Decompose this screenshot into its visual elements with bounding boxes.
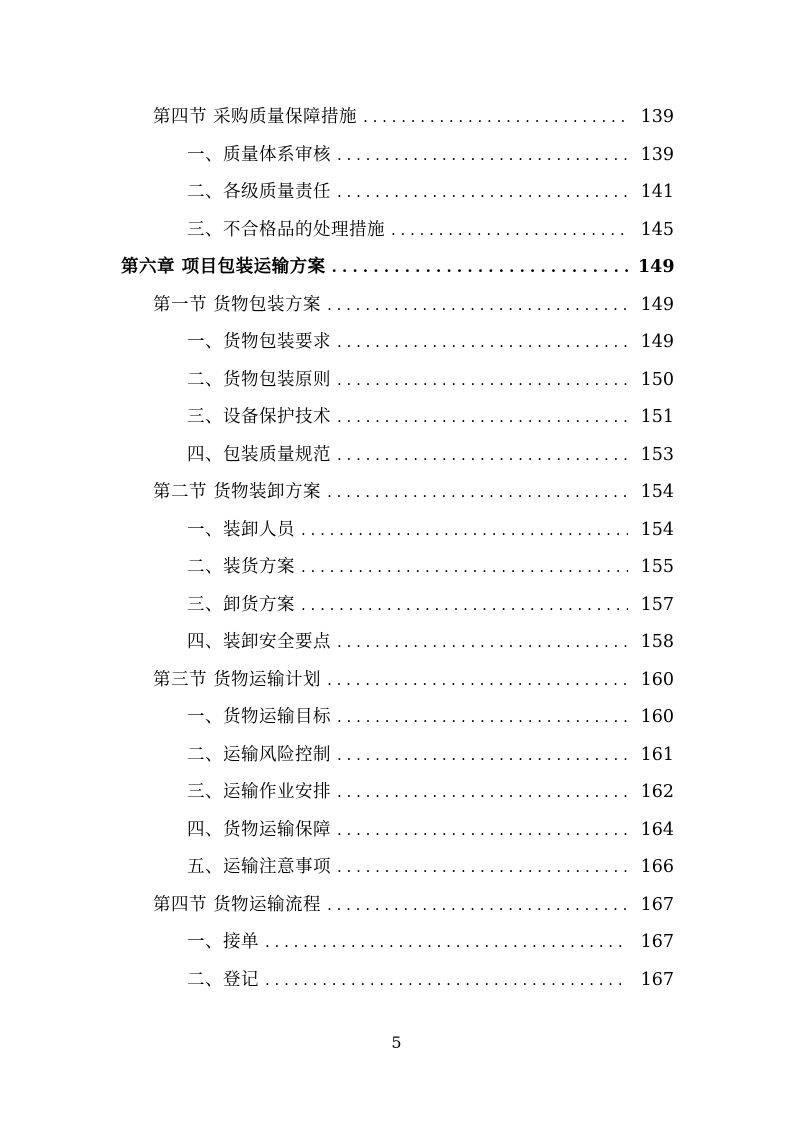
toc-entry-page: 153 [640,444,674,465]
toc-entry-title: 一、接单 [187,932,259,952]
toc-entry-page: 155 [640,557,674,577]
toc-entry-title: 四、装卸安全要点 [187,632,331,652]
toc-entry[interactable] [0,549,793,587]
toc-dot-leader [327,898,628,913]
toc-entry-page: 167 [640,894,674,915]
toc-dot-leader [337,635,628,650]
toc-entry[interactable] [0,137,793,175]
toc-entry-title: 三、运输作业安排 [187,782,331,802]
toc-entry-page: 149 [640,294,674,315]
toc-entry-page: 164 [640,819,674,840]
toc-entry[interactable] [0,699,793,737]
toc-dot-leader [337,710,628,725]
toc-entry[interactable] [0,399,793,437]
toc-entry-title: 第六章 项目包装运输方案 [121,257,326,277]
toc-entry-page: 167 [640,932,674,952]
toc-entry-page: 160 [640,669,674,690]
toc-dot-leader [337,410,628,425]
toc-entry[interactable] [0,662,793,700]
toc-entry-title: 二、装货方案 [187,557,295,577]
toc-entry-page: 158 [640,632,674,652]
toc-entry-title: 第三节 货物运输计划 [153,669,322,690]
toc-entry[interactable] [0,287,793,325]
toc-entry[interactable] [0,849,793,887]
toc-entry-title: 一、货物包装要求 [187,332,331,352]
toc-entry-page: 166 [640,857,674,877]
toc-entry[interactable] [0,962,793,1000]
toc-dot-leader [337,448,628,463]
toc-entry[interactable] [0,99,793,137]
table-of-contents [0,99,793,999]
toc-entry[interactable] [0,774,793,812]
toc-dot-leader [391,223,628,238]
toc-entry-page: 157 [640,594,674,615]
toc-entry-title: 一、质量体系审核 [187,144,331,165]
toc-entry[interactable] [0,212,793,250]
toc-entry-title: 三、卸货方案 [187,594,295,615]
toc-entry-page: 160 [640,707,674,727]
toc-entry-page: 150 [640,369,674,390]
toc-entry-page: 139 [640,107,674,127]
toc-entry-page: 145 [640,219,674,240]
toc-entry-title: 第四节 采购质量保障措施 [153,107,358,127]
toc-entry[interactable] [0,362,793,400]
toc-entry-page: 162 [640,782,674,802]
toc-entry[interactable] [0,324,793,362]
toc-entry[interactable] [0,737,793,775]
toc-dot-leader [337,148,628,163]
toc-dot-leader [301,523,628,538]
toc-dot-leader [337,335,628,350]
toc-entry-page: 161 [640,744,674,765]
toc-dot-leader [337,748,628,763]
toc-entry-page: 154 [640,519,674,540]
toc-dot-leader [265,973,628,988]
toc-entry-page: 149 [640,332,674,352]
toc-entry-page: 149 [638,257,675,277]
toc-entry-title: 三、不合格品的处理措施 [187,219,385,240]
toc-entry-title: 第二节 货物装卸方案 [153,482,322,502]
toc-entry[interactable] [0,174,793,212]
toc-entry-title: 三、设备保护技术 [187,407,331,427]
toc-dot-leader [337,860,628,875]
toc-entry-page: 139 [640,144,674,165]
toc-dot-leader [363,110,628,125]
toc-dot-leader [265,935,628,950]
toc-entry-page: 154 [640,482,674,502]
toc-dot-leader [337,785,628,800]
toc-entry[interactable] [0,474,793,512]
page-number: 5 [391,1033,402,1052]
toc-entry-page: 151 [640,407,674,427]
toc-entry-title: 五、运输注意事项 [187,857,331,877]
toc-dot-leader [327,485,628,500]
toc-entry[interactable] [0,887,793,925]
toc-dot-leader [301,560,628,575]
toc-dot-leader [337,185,628,200]
toc-entry[interactable] [0,437,793,475]
toc-dot-leader [332,260,628,275]
toc-entry[interactable] [0,587,793,625]
toc-entry-title: 第一节 货物包装方案 [153,294,322,315]
toc-dot-leader [327,298,628,313]
toc-dot-leader [337,823,628,838]
toc-entry-title: 二、货物包装原则 [187,369,331,390]
toc-entry[interactable] [0,512,793,550]
toc-entry-title: 四、包装质量规范 [187,444,331,465]
toc-dot-leader [337,373,628,388]
toc-entry[interactable] [0,924,793,962]
toc-entry[interactable] [0,812,793,850]
toc-entry-page: 167 [640,969,674,990]
toc-entry-title: 二、运输风险控制 [187,744,331,765]
toc-entry-title: 四、货物运输保障 [187,819,331,840]
toc-entry[interactable] [0,249,793,287]
toc-entry[interactable] [0,624,793,662]
toc-entry-title: 一、货物运输目标 [187,707,331,727]
toc-entry-title: 二、各级质量责任 [187,182,331,202]
toc-entry-page: 141 [640,182,674,202]
toc-dot-leader [327,673,628,688]
toc-entry-title: 二、登记 [187,969,259,990]
toc-dot-leader [301,598,628,613]
toc-entry-title: 一、装卸人员 [187,519,295,540]
toc-entry-title: 第四节 货物运输流程 [153,894,322,915]
